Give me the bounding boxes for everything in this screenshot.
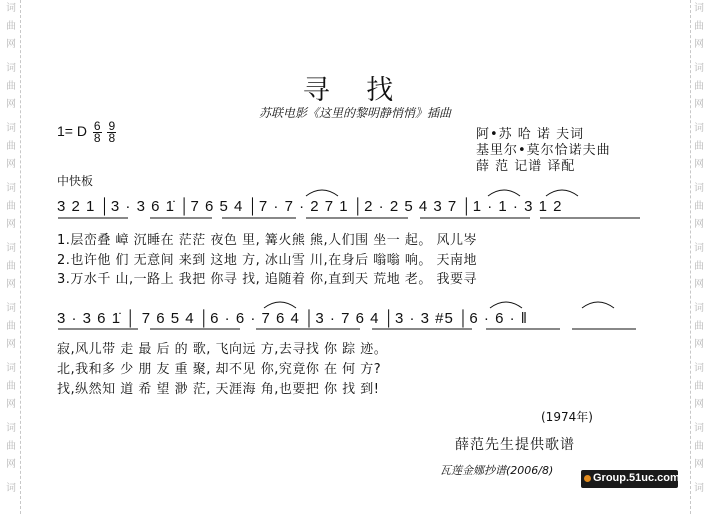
watermark-char: 曲: [6, 381, 16, 392]
song-subtitle: 苏联电影《这里的黎明静悄悄》插曲: [258, 106, 451, 120]
watermark-char: 词: [6, 63, 16, 74]
watermark-char: 词: [694, 483, 704, 494]
watermark-char: 曲: [694, 441, 704, 452]
watermark-char: 曲: [6, 261, 16, 272]
watermark-char: 曲: [694, 21, 704, 32]
watermark-char: 网: [694, 399, 704, 410]
watermark-char: 词: [694, 183, 704, 194]
watermark-char: 网: [6, 99, 16, 110]
watermark-char: 词: [6, 243, 16, 254]
watermark-char: 曲: [694, 381, 704, 392]
watermark-char: 曲: [6, 81, 16, 92]
watermark-char: 词: [6, 3, 16, 14]
watermark-char: 曲: [694, 321, 704, 332]
watermark-char: 网: [6, 159, 16, 170]
watermark-char: 曲: [694, 201, 704, 212]
watermark-char: 网: [694, 219, 704, 230]
score-notes-line-2: 3 · 3 6 1̇ │ 7 6 5 4 │6 · 6 · 7 6 4 │3 · 7 6 4 │3 · 3 #5 │6 · 6 · ‖: [57, 310, 528, 327]
watermark-char: 网: [6, 219, 16, 230]
logo-icon: [584, 475, 591, 482]
watermark-char: 网: [6, 279, 16, 290]
watermark-char: 曲: [6, 141, 16, 152]
watermark-char: 曲: [694, 261, 704, 272]
year-note: (1974年): [541, 410, 593, 424]
watermark-char: 词: [6, 183, 16, 194]
lyric-verse-1-line-1: 1.层峦叠 嶂 沉睡在 茫茫 夜色 里, 篝火熊 熊,人们围 坐一 起。 风儿岑: [57, 233, 477, 248]
credit-composer: 基里尔•莫尔恰诺夫曲: [476, 143, 611, 158]
watermark-char: 网: [694, 459, 704, 470]
watermark-char: 网: [6, 459, 16, 470]
watermark-char: 词: [6, 363, 16, 374]
score-provider: 薛范先生提供歌谱: [455, 437, 575, 453]
watermark-char: 网: [694, 39, 704, 50]
watermark-char: 词: [6, 123, 16, 134]
key-label: 1= D: [57, 123, 87, 140]
lyric-verse-2-line-2: 北,我和多 少 朋 友 重 聚, 却不见 你,究竟你 在 何 方?: [57, 362, 382, 377]
lyric-verse-3-line-2: 找,纵然知 道 希 望 渺 茫, 天涯海 角,也要把 你 找 到!: [57, 382, 380, 397]
watermark-char: 网: [694, 279, 704, 290]
site-logo-text: Group.51uc.com: [593, 472, 680, 484]
watermark-char: 网: [6, 399, 16, 410]
watermark-char: 曲: [6, 321, 16, 332]
slur: [488, 190, 520, 196]
watermark-char: 词: [6, 303, 16, 314]
watermark-char: 曲: [694, 141, 704, 152]
score-copier: 瓦莲金娜抄谱(2006/8): [440, 464, 554, 477]
watermark-char: 网: [694, 339, 704, 350]
watermark-char: 网: [694, 159, 704, 170]
slur: [546, 190, 578, 196]
time-sig-1-denominator: 8: [93, 131, 101, 145]
watermark-char: 词: [6, 483, 16, 494]
watermark-char: 网: [694, 99, 704, 110]
watermark-char: 词: [694, 423, 704, 434]
watermark-char: 词: [694, 243, 704, 254]
slur: [582, 302, 614, 308]
watermark-char: 词: [694, 363, 704, 374]
lyric-verse-3-line-1: 3.万水千 山,一路上 我把 你寻 找, 追随着 你,直到天 荒地 老。 我要寻: [57, 272, 477, 287]
watermark-char: 曲: [694, 81, 704, 92]
time-sig-2-denominator: 8: [108, 131, 116, 145]
watermark-char: 词: [6, 423, 16, 434]
slur: [264, 302, 296, 308]
site-logo: [581, 470, 678, 488]
time-sig-1-numerator: 6: [93, 119, 101, 133]
slur: [306, 190, 338, 196]
lyric-verse-1-line-2: 寂,风儿带 走 最 后 的 歌, 飞向远 方,去寻找 你 踪 迹。: [57, 342, 388, 357]
time-sig-2-numerator: 9: [108, 119, 116, 133]
watermark-char: 词: [694, 3, 704, 14]
watermark-char: 网: [6, 39, 16, 50]
watermark-char: 曲: [6, 201, 16, 212]
watermark-char: 曲: [6, 441, 16, 452]
slur: [490, 302, 522, 308]
watermark-char: 词: [694, 63, 704, 74]
score-notes-line-1: 3 2 1 │3 · 3 6 1̇ │7 6 5 4 │7 · 7 · 2 7 1 │2 · 2 5 4 3 7 │1 · 1 · 3 1 2: [57, 198, 563, 215]
tempo-marking: 中快板: [57, 174, 94, 188]
song-title: 寻 找: [302, 75, 408, 106]
watermark-char: 曲: [6, 21, 16, 32]
watermark-char: 词: [694, 303, 704, 314]
lyric-verse-2-line-1: 2.也许他 们 无意间 来到 这地 方, 冰山雪 川,在身后 嗡嗡 响。 天南地: [57, 253, 477, 268]
credit-translator: 薛 范 记谱 译配: [476, 159, 576, 174]
watermark-char: 词: [694, 123, 704, 134]
watermark-char: 网: [6, 339, 16, 350]
credit-lyricist: 阿•苏 哈 诺 夫词: [476, 127, 585, 142]
